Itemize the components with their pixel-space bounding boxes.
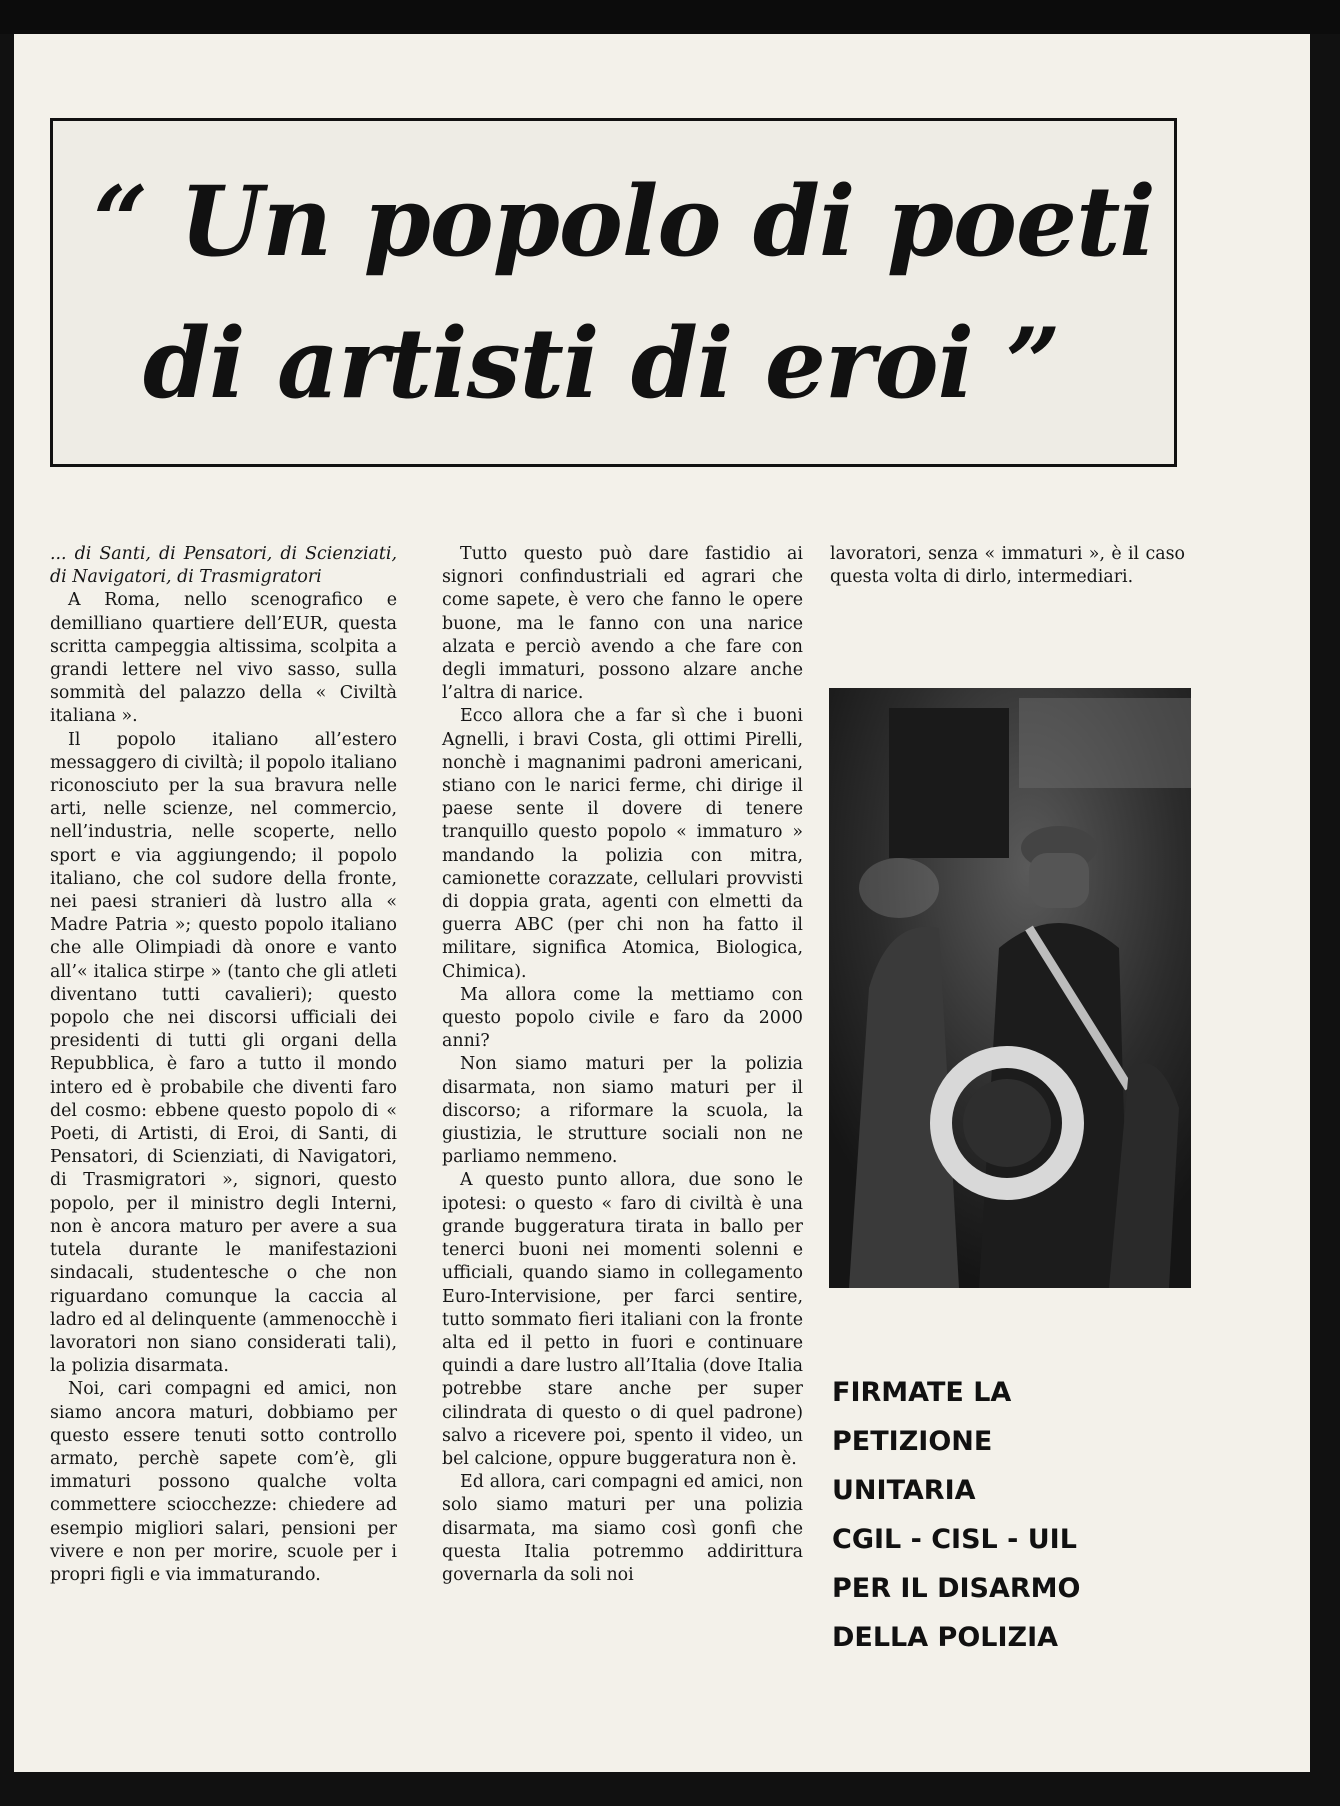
paragraph: Tutto questo può dare fastidio ai signori confindustriali ed agrari che come sapete, è vero che fanno le opere buone, ma le fanno con una narice alzata e perciò avendo a che fare con degli immaturi, possono alzare anche l’altra di narice. [442,544,803,704]
petition-line: DELLA POLIZIA [832,1622,1059,1653]
paragraph: Ma allora come la mettiamo con questo popolo civile e faro da 2000 anni? [442,984,803,1052]
paragraph: lavoratori, senza « immaturi », è il caso questa volta di dirlo, intermediari. [830,544,1185,588]
scan-top-border [0,0,1340,34]
paragraph: A Roma, nello scenografico e demilliano quartiere dell’EUR, questa scritta campeggia altissima, scolpita a grandi lettere nel vivo sasso, sulla sommità del palazzo della « Civiltà italiana ». [50,590,397,727]
police-officer-photo [829,688,1191,1288]
article-column-3 [830,543,1185,589]
headline-line-2: di artisti di eroi ” [143,307,1060,420]
petition-line: CGIL - CISL - UIL [832,1524,1077,1555]
petition-callout [832,1368,1192,1662]
paragraph: Il popolo italiano all’estero messaggero di civiltà; il popolo italiano riconosciuto per la sua bravura nelle arti, nelle scienze, nel commercio, nell’industria, nelle scoperte, nello sport e via aggiungendo; il popolo italiano, che col sudore della fronte, nei paesi stranieri dà lustro alla « Madre Patria »; questo popolo italiano che alle Olimpiadi dà onore e vanto all’« italica stirpe » (tanto che gli atleti diventano tutti cavalieri); questo popolo che nei discorsi ufficiali dei presidenti di tutti gli organi della Repubblica, è faro a tutto il mondo intero ed è probabile che diventi faro del cosmo: ebbene questo popolo di « Poeti, di Artisti, di Eroi, di Santi, di Pensatori, di Scienziati, di Navigatori, di Trasmigratori », signori, questo popolo, per il ministro degli Interni, non è ancora maturo per avere a sua tutela durante le manifestazioni sindacali, studentesche o che non riguardano comunque la caccia al ladro ed al delinquente (ammenocchè i lavoratori non siano considerati tali), la polizia disarmata. [50,729,397,1377]
paragraph: Non siamo maturi per la polizia disarmata, non siamo maturi per il discorso; a riformare la scuola, la giustizia, le strutture sociali non ne parliamo nemmeno. [442,1054,803,1168]
paragraph: A questo punto allora, due sono le ipotesi: o questo « faro di civiltà è una grande buggeratura tirata in ballo per tenerci buoni nei momenti solenni e ufficiali, quando siamo in collegamento Euro-Intervisione, per farci sentire, tutto sommato fieri italiani con la fronte alta ed il petto in fuori e continuare quindi a dare lustro all’Italia (dove Italia potrebbe stare anche per super cilindrata di questo o di quel padrone) salvo a ricevere poi, spento il video, un bel calcione, oppure buggeratura non è. [442,1170,803,1469]
paragraph: Ed allora, cari compagni ed amici, non solo siamo maturi per una polizia disarmata, ma siamo così gonfi che questa Italia potremmo addirittura governarla da soli noi [442,1472,803,1585]
article-column-1 [50,543,397,1587]
paragraph: Ecco allora che a far sì che i buoni Agnelli, i bravi Costa, gli ottimi Pirelli, nonchè i magnanimi padroni americani, stiano con le narici ferme, chi dirige il paese sente il dovere di tenere tranquillo questo popolo « immaturo » mandando la polizia con mitra, camionette corazzate, cellulari provvisti di doppia grata, agenti con elmetti da guerra ABC (per chi non ha fatto il militare, significa Atomica, Biologica, Chimica). [442,706,803,982]
intro-italic: ... di Santi, di Pensatori, di Scienziati, di Navigatori, di Trasmigratori [50,544,397,588]
petition-line: PETIZIONE [832,1426,993,1457]
petition-line: PER IL DISARMO [832,1573,1081,1604]
photo-illustration [829,688,1191,1288]
paragraph: Noi, cari compagni ed amici, non siamo ancora maturi, dobbiamo per questo essere tenuti sotto controllo armato, perchè sapete com’è, gli immaturi possono qualche volta commettere sciocchezze: chiedere ad esempio migliori salari, pensioni per vivere e non per morire, scuole per i propri figli e via immaturando. [50,1379,397,1585]
headline-box [50,118,1177,467]
petition-line: UNITARIA [832,1475,976,1506]
article-column-2 [442,543,803,1587]
headline-line-1: “ Un popolo di poeti [93,165,1155,278]
petition-line: FIRMATE LA [832,1377,1012,1408]
